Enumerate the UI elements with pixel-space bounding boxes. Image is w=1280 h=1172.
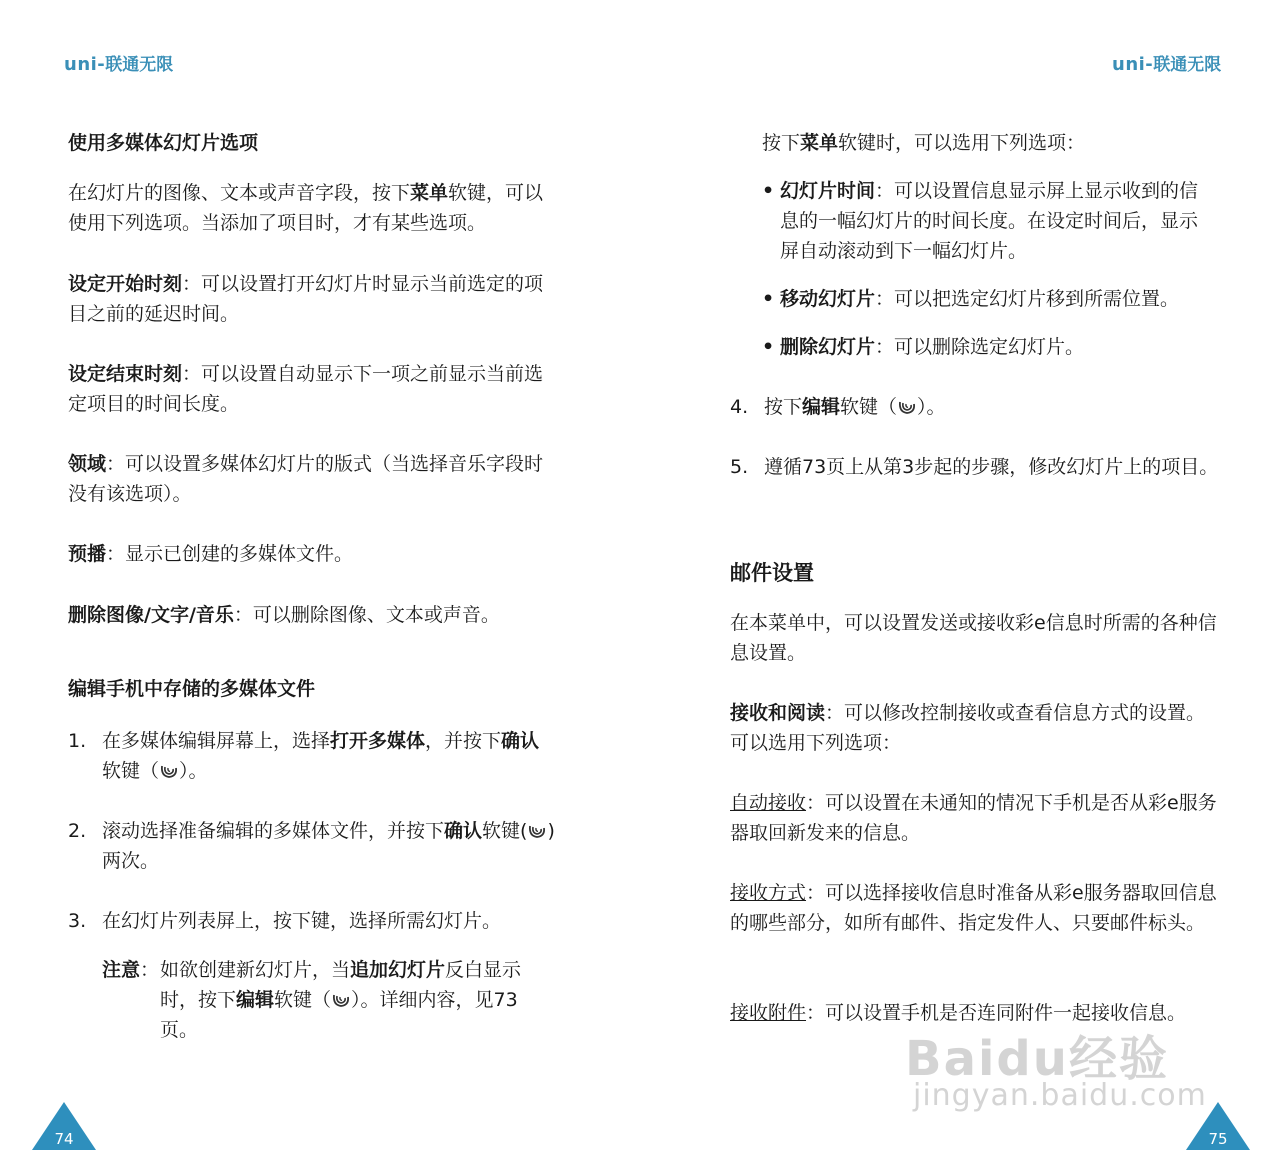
option-delete-media: 删除图像/文字/音乐：可以删除图像、文本或声音。 <box>68 604 500 626</box>
option-preview: 预播：显示已创建的多媒体文件。 <box>68 543 354 565</box>
baidu-watermark: Baidu经验 jingyan.baidu.com <box>905 1031 1207 1113</box>
slideshow-intro: 在幻灯片的图像、文本或声音字段，按下菜单软键，可以使用下列选项。当添加了项目时，才有某些选项。 <box>68 182 544 234</box>
receive-and-read: 接收和阅读：可以修改控制接收或查看信息方式的设置。可以选用下列选项： <box>730 702 1206 754</box>
receive-mode: 接收方式：可以选择接收信息时准备从彩e服务器取回信息的哪些部分，如所有邮件、指定发件人、只要邮件标头。 <box>730 882 1217 934</box>
section-title-mail-settings: 邮件设置 <box>730 561 814 585</box>
bullet-slide-time: • 幻灯片时间：可以设置信息显示屏上显示收到的信息的一幅幻灯片的时间长度。在设定时间后，显示屏自动滚动到下一幅幻灯片。 <box>762 180 1199 262</box>
option-set-end-time: 设定结束时刻：可以设置自动显示下一项之前显示当前选定项目的时间长度。 <box>68 363 544 415</box>
receive-attachments: 接收附件：可以设置手机是否连同附件一起接收信息。 <box>730 1002 1187 1024</box>
swirl-softkey-icon <box>159 762 179 780</box>
step-5: 5. 遵循73页上从第3步起的步骤，修改幻灯片上的项目。 <box>730 456 1219 478</box>
page-number: 74 <box>54 1130 74 1148</box>
step-3: 3. 在幻灯片列表屏上，按下键，选择所需幻灯片。 <box>68 910 502 932</box>
swirl-softkey-icon <box>897 398 917 416</box>
mail-settings-intro: 在本菜单中，可以设置发送或接收彩e信息时所需的各种信息设置。 <box>730 612 1217 664</box>
section-title-slideshow-options: 使用多媒体幻灯片选项 <box>68 132 259 154</box>
note: 注意 ： 如欲创建新幻灯片，当追加幻灯片反白显示时，按下编辑软键（ ）。详细内容，见73页。 <box>102 959 522 1041</box>
step-1: 1. 在多媒体编辑屏幕上，选择打开多媒体，并按下确认软键（ ）。 <box>68 730 540 782</box>
step-4: 4. 按下编辑软键（ ）。 <box>730 396 946 418</box>
option-set-start-time: 设定开始时刻：可以设置打开幻灯片时显示当前选定的项目之前的延迟时间。 <box>68 273 544 325</box>
page-number: 75 <box>1208 1130 1228 1148</box>
brand-logo: uni-联通无限 <box>1112 54 1222 75</box>
swirl-softkey-icon <box>527 822 547 840</box>
section-title-edit-stored-media: 编辑手机中存储的多媒体文件 <box>68 678 316 700</box>
menu-intro: 按下菜单软键时，可以选用下列选项： <box>762 132 1086 154</box>
option-layout: 领域：可以设置多媒体幻灯片的版式（当选择音乐字段时没有该选项）。 <box>68 453 544 505</box>
bullet-delete-slide: • 删除幻灯片：可以删除选定幻灯片。 <box>762 336 1085 358</box>
auto-receive: 自动接收：可以设置在未通知的情况下手机是否从彩e服务器取回新发来的信息。 <box>730 792 1217 844</box>
bullet-move-slide: • 移动幻灯片：可以把选定幻灯片移到所需位置。 <box>762 288 1180 310</box>
swirl-softkey-icon <box>331 991 351 1009</box>
brand-logo: uni-联通无限 <box>64 54 174 75</box>
step-2: 2. 滚动选择准备编辑的多媒体文件，并按下确认软键( )两次。 <box>68 820 555 872</box>
